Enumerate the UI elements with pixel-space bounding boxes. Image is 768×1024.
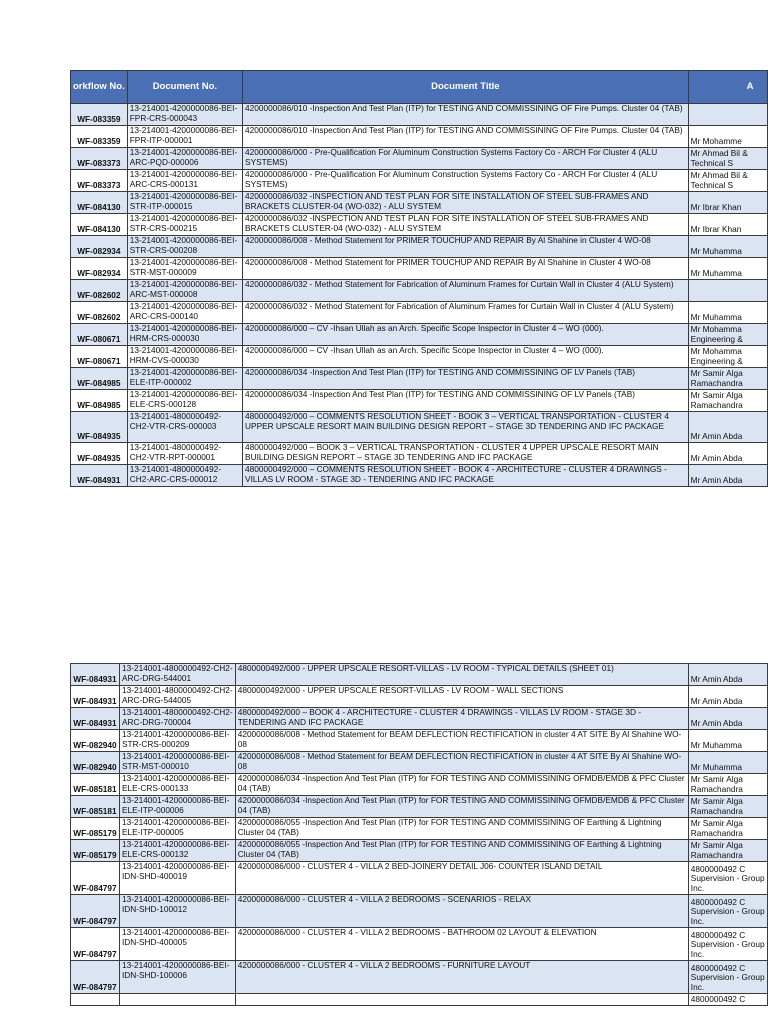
table-row — [71, 774, 768, 796]
document-no-cell: 13-214001-4200000086-BEI-ELE-ITP-000002 — [127, 368, 242, 390]
assigned-by-cell: Mr Muhamma — [688, 258, 767, 280]
document-title-cell: 4800000492/000 – BOOK 4 - ARCHITECTURE - CLUSTER 4 DRAWINGS - VILLAS LV ROOM - STAGE 3D - TENDERING AND IFC PACKAGE — [235, 708, 688, 730]
workflow-cell: WF-082602 — [71, 280, 128, 302]
document-title-cell: 4200000086/000 - Pre-Qualification For Aluminum Construction Systems Factory Co - ARCH For Cluster 4 (ALU SYSTEMS) — [243, 170, 689, 192]
document-title-cell: 4200000086/008 - Method Statement for BEAM DEFLECTION RECTIFICATION in cluster 4 AT SITE By Al Shahine WO-08 — [235, 730, 688, 752]
table-row — [71, 862, 768, 895]
document-title-cell: 4800000492/000 - UPPER UPSCALE RESORT-VILLAS - LV ROOM - WALL SECTIONS — [235, 686, 688, 708]
document-title-cell: 4200000086/008 - Method Statement for PRIMER TOUCHUP AND REPAIR By Al Shahine in Cluster 4 WO-08 — [243, 258, 689, 280]
document-title-cell: 4200000086/000 - CLUSTER 4 - VILLA 2 BEDROOMS - SCENARIOS - RELAX — [235, 895, 688, 928]
workflow-cell: WF-085179 — [71, 840, 120, 862]
col-header-workflow: orkflow No. — [71, 71, 128, 104]
workflow-cell: WF-082940 — [71, 752, 120, 774]
document-no-cell: 13-214001-4200000086-BEI-ARC-CRS-000140 — [127, 302, 242, 324]
document-no-cell: 13-214001-4200000086-BEI-ELE-ITP-000005 — [119, 818, 235, 840]
workflow-cell: WF-083373 — [71, 148, 128, 170]
workflow-cell: WF-084931 — [71, 708, 120, 730]
workflow-cell: WF-080671 — [71, 346, 128, 368]
table-row — [71, 818, 768, 840]
workflow-cell: WF-084797 — [71, 928, 120, 961]
workflow-cell: WF-085179 — [71, 818, 120, 840]
assigned-by-cell: Mr Samir Alga Ramachandra — [688, 368, 767, 390]
document-no-cell: 13-214001-4200000086-BEI-FPR-CRS-000043 — [127, 104, 242, 126]
workflow-cell: WF-084935 — [71, 443, 128, 465]
document-title-cell: 4200000086/000 – CV -Ihsan Ullah as an Arch. Specific Scope Inspector in Cluster 4 – WO (000). — [243, 346, 689, 368]
document-no-cell: 13-214001-4800000492-CH2-ARC-DRG-544001 — [119, 664, 235, 686]
document-title-cell: 4200000086/034 -Inspection And Test Plan (ITP) for FOR TESTING AND COMMISSINING OFMDB/EMDB & PFC Cluster 04 (TAB) — [235, 796, 688, 818]
document-no-cell: 13-214001-4200000086-BEI-ELE-CRS-000132 — [119, 840, 235, 862]
document-title-cell: 4200000086/034 -Inspection And Test Plan (ITP) for TESTING AND COMMISSINING OF LV Panels (TAB) — [243, 368, 689, 390]
table-row — [71, 443, 768, 465]
table-row — [71, 368, 768, 390]
assigned-by-cell: Mr Amin Abda — [688, 412, 767, 443]
assigned-by-cell: Mr Samir Alga Ramachandra — [688, 796, 767, 818]
document-title-cell — [235, 994, 688, 1006]
document-no-cell: 13-214001-4200000086-BEI-STR-CRS-000215 — [127, 214, 242, 236]
document-title-cell: 4200000086/000 - CLUSTER 4 - VILLA 2 BEDROOMS - BATHROOM 02 LAYOUT & ELEVATION — [235, 928, 688, 961]
document-no-cell: 13-214001-4200000086-BEI-STR-ITP-000015 — [127, 192, 242, 214]
table-row — [71, 104, 768, 126]
assigned-by-cell: Mr Amin Abda — [688, 465, 767, 487]
document-title-cell: 4200000086/000 - CLUSTER 4 - VILLA 2 BEDROOMS - FURNITURE LAYOUT — [235, 961, 688, 994]
document-no-cell: 13-214001-4200000086-BEI-IDN-SHD-100012 — [119, 895, 235, 928]
assigned-by-cell: Mr Muhamma — [688, 302, 767, 324]
workflow-cell: WF-084931 — [71, 664, 120, 686]
workflow-cell: WF-084931 — [71, 465, 128, 487]
workflow-cell: WF-083359 — [71, 126, 128, 148]
document-no-cell: 13-214001-4200000086-BEI-ARC-PQD-000006 — [127, 148, 242, 170]
workflow-cell: WF-084935 — [71, 412, 128, 443]
workflow-cell: WF-084797 — [71, 895, 120, 928]
workflow-cell: WF-084985 — [71, 390, 128, 412]
table-row — [71, 928, 768, 961]
table-row — [71, 192, 768, 214]
table-row — [71, 752, 768, 774]
assigned-by-cell — [688, 280, 767, 302]
document-no-cell: 13-214001-4200000086-BEI-IDN-SHD-100006 — [119, 961, 235, 994]
document-title-cell: 4200000086/055 -Inspection And Test Plan (ITP) for FOR TESTING AND COMMISSINING OF Earthing & Lightning Cluster 04 (TAB) — [235, 818, 688, 840]
assigned-by-cell: 4800000492 C — [688, 994, 767, 1006]
document-no-cell — [119, 994, 235, 1006]
assigned-by-cell: Mr Ahmad Bil & Technical S — [688, 170, 767, 192]
assigned-by-cell: Mr Mohamma Engineering & — [688, 324, 767, 346]
col-header-by: A — [688, 71, 767, 104]
workflow-cell: WF-084797 — [71, 961, 120, 994]
table-row — [71, 961, 768, 994]
table-row — [71, 686, 768, 708]
document-no-cell: 13-214001-4200000086-BEI-ELE-ITP-000006 — [119, 796, 235, 818]
table-row — [71, 148, 768, 170]
table-row — [71, 412, 768, 443]
assigned-by-cell: 4800000492 C Supervision - Group Inc. — [688, 961, 767, 994]
assigned-by-cell: Mr Muhamma — [688, 236, 767, 258]
document-title-cell: 4200000086/008 - Method Statement for PRIMER TOUCHUP AND REPAIR By Al Shahine in Cluster 4 WO-08 — [243, 236, 689, 258]
assigned-by-cell: Mr Amin Abda — [688, 708, 767, 730]
table-row — [71, 170, 768, 192]
document-no-cell: 13-214001-4200000086-BEI-IDN-SHD-400005 — [119, 928, 235, 961]
document-no-cell: 13-214001-4200000086-BEI-ELE-CRS-000133 — [119, 774, 235, 796]
assigned-by-cell: Mr Ibrar Khan — [688, 192, 767, 214]
document-no-cell: 13-214001-4200000086-BEI-STR-CRS-000209 — [119, 730, 235, 752]
document-no-cell: 13-214001-4200000086-BEI-STR-MST-000009 — [127, 258, 242, 280]
workflow-cell: WF-082940 — [71, 730, 120, 752]
col-header-document-title: Document Title — [243, 71, 689, 104]
workflow-cell — [71, 994, 120, 1006]
assigned-by-cell: Mr Amin Abda — [688, 664, 767, 686]
table-row — [71, 796, 768, 818]
document-no-cell: 13-214001-4800000492-CH2-ARC-CRS-000012 — [127, 465, 242, 487]
document-title-cell: 4200000086/032 - Method Statement for Fabrication of Aluminum Frames for Curtain Wall in Cluster 4 (ALU System) — [243, 302, 689, 324]
assigned-by-cell: Mr Samir Alga Ramachandra — [688, 390, 767, 412]
document-no-cell: 13-214001-4200000086-BEI-IDN-SHD-400019 — [119, 862, 235, 895]
document-title-cell: 4200000086/010 -Inspection And Test Plan (ITP) for TESTING AND COMMISSINING OF Fire Pumps. Cluster 04 (TAB) — [243, 126, 689, 148]
assigned-by-cell — [688, 104, 767, 126]
workflow-cell: WF-080671 — [71, 324, 128, 346]
document-register-table-1 — [70, 70, 768, 487]
document-title-cell: 4200000086/000 - CLUSTER 4 - VILLA 2 BED-JOINERY DETAIL J06- COUNTER ISLAND DETAIL — [235, 862, 688, 895]
assigned-by-cell: 4800000492 C Supervision - Group Inc. — [688, 928, 767, 961]
assigned-by-cell: Mr Samir Alga Ramachandra — [688, 774, 767, 796]
assigned-by-cell: Mr Mohamme — [688, 126, 767, 148]
document-title-cell: 4200000086/034 -Inspection And Test Plan (ITP) for FOR TESTING AND COMMISSINING OFMDB/EMDB & PFC Cluster 04 (TAB) — [235, 774, 688, 796]
document-no-cell: 13-214001-4200000086-BEI-STR-MST-000010 — [119, 752, 235, 774]
document-title-cell: 4800000492/000 – BOOK 3 – VERTICAL TRANSPORTATION - CLUSTER 4 UPPER UPSCALE RESORT MAIN BUILDING DESIGN REPORT – STAGE 3D TENDERING AND IFC PACKAGE — [243, 443, 689, 465]
table-row — [71, 126, 768, 148]
assigned-by-cell: Mr Samir Alga Ramachandra — [688, 840, 767, 862]
document-no-cell: 13-214001-4800000492-CH2-VTR-CRS-000003 — [127, 412, 242, 443]
table-row — [71, 895, 768, 928]
workflow-cell: WF-083359 — [71, 104, 128, 126]
assigned-by-cell: Mr Muhamma — [688, 752, 767, 774]
assigned-by-cell: 4800000492 C Supervision - Group Inc. — [688, 895, 767, 928]
document-no-cell: 13-214001-4200000086-BEI-FPR-ITP-000001 — [127, 126, 242, 148]
document-title-cell: 4200000086/055 -Inspection And Test Plan (ITP) for FOR TESTING AND COMMISSINING OF Earthing & Lightning Cluster 04 (TAB) — [235, 840, 688, 862]
table-row — [71, 214, 768, 236]
document-no-cell: 13-214001-4200000086-BEI-HRM-CVS-000030 — [127, 346, 242, 368]
document-no-cell: 13-214001-4200000086-BEI-ARC-MST-000008 — [127, 280, 242, 302]
document-title-cell: 4200000086/000 - Pre-Qualification For Aluminum Construction Systems Factory Co - ARCH For Cluster 4 (ALU SYSTEMS) — [243, 148, 689, 170]
table-row — [71, 730, 768, 752]
table-row — [71, 390, 768, 412]
document-no-cell: 13-214001-4200000086-BEI-ARC-CRS-000131 — [127, 170, 242, 192]
document-title-cell: 4800000492/000 – COMMENTS RESOLUTION SHEET - BOOK 3 – VERTICAL TRANSPORTATION - CLUSTER 4 UPPER UPSCALE RESORT MAIN BUILDING DESIGN REPORT – STAGE 3D TENDERING AND IFC PACKAGE — [243, 412, 689, 443]
table-row — [71, 302, 768, 324]
document-title-cell: 4200000086/032 -INSPECTION AND TEST PLAN FOR SITE INSTALLATION OF STEEL SUB-FRAMES AND BRACKETS CLUSTER-04 (WO-032) - ALU SYSTEM — [243, 214, 689, 236]
document-title-cell: 4800000492/000 – COMMENTS RESOLUTION SHEET - BOOK 4 - ARCHITECTURE - CLUSTER 4 DRAWINGS - VILLAS LV ROOM - STAGE 3D - TENDERING AND IFC PACKAGE — [243, 465, 689, 487]
document-register-table-2 — [70, 663, 768, 1006]
col-header-document-no: Document No. — [127, 71, 242, 104]
table-row — [71, 465, 768, 487]
table-row — [71, 236, 768, 258]
document-no-cell: 13-214001-4200000086-BEI-STR-CRS-000208 — [127, 236, 242, 258]
assigned-by-cell: Mr Samir Alga Ramachandra — [688, 818, 767, 840]
document-title-cell: 4200000086/034 -Inspection And Test Plan (ITP) for TESTING AND COMMISSINING OF LV Panels (TAB) — [243, 390, 689, 412]
workflow-cell: WF-085181 — [71, 774, 120, 796]
document-no-cell: 13-214001-4800000492-CH2-ARC-DRG-544005 — [119, 686, 235, 708]
workflow-cell: WF-084130 — [71, 192, 128, 214]
assigned-by-cell: 4800000492 C Supervision - Group Inc. — [688, 862, 767, 895]
workflow-cell: WF-084797 — [71, 862, 120, 895]
workflow-cell: WF-084130 — [71, 214, 128, 236]
document-no-cell: 13-214001-4800000492-CH2-VTR-RPT-000001 — [127, 443, 242, 465]
assigned-by-cell: Mr Ibrar Khan — [688, 214, 767, 236]
document-title-cell: 4200000086/032 -INSPECTION AND TEST PLAN FOR SITE INSTALLATION OF STEEL SUB-FRAMES AND BRACKETS CLUSTER-04 (WO-032) - ALU SYSTEM — [243, 192, 689, 214]
assigned-by-cell: Mr Mohamma Engineering & — [688, 346, 767, 368]
document-title-cell: 4200000086/008 - Method Statement for BEAM DEFLECTION RECTIFICATION in cluster 4 AT SITE By Al Shahine WO-08 — [235, 752, 688, 774]
workflow-cell: WF-083373 — [71, 170, 128, 192]
document-title-cell: 4200000086/032 - Method Statement for Fabrication of Aluminum Frames for Curtain Wall in Cluster 4 (ALU System) — [243, 280, 689, 302]
workflow-cell: WF-085181 — [71, 796, 120, 818]
document-title-cell: 4800000492/000 - UPPER UPSCALE RESORT-VILLAS - LV ROOM - TYPICAL DETAILS (SHEET 01) — [235, 664, 688, 686]
table-row — [71, 346, 768, 368]
document-title-cell: 4200000086/010 -Inspection And Test Plan (ITP) for TESTING AND COMMISSINING OF Fire Pumps. Cluster 04 (TAB) — [243, 104, 689, 126]
workflow-cell: WF-084985 — [71, 368, 128, 390]
table-row — [71, 280, 768, 302]
table-row — [71, 840, 768, 862]
table-row — [71, 708, 768, 730]
assigned-by-cell: Mr Muhamma — [688, 730, 767, 752]
table-row — [71, 324, 768, 346]
assigned-by-cell: Mr Amin Abda — [688, 686, 767, 708]
table-row — [71, 258, 768, 280]
table-row — [71, 994, 768, 1006]
workflow-cell: WF-082934 — [71, 258, 128, 280]
assigned-by-cell: Mr Ahmad Bil & Technical S — [688, 148, 767, 170]
workflow-cell: WF-082934 — [71, 236, 128, 258]
assigned-by-cell: Mr Amin Abda — [688, 443, 767, 465]
document-no-cell: 13-214001-4200000086-BEI-HRM-CRS-000030 — [127, 324, 242, 346]
workflow-cell: WF-084931 — [71, 686, 120, 708]
document-no-cell: 13-214001-4800000492-CH2-ARC-DRG-700004 — [119, 708, 235, 730]
workflow-cell: WF-082602 — [71, 302, 128, 324]
table-row — [71, 664, 768, 686]
document-title-cell: 4200000086/000 – CV -Ihsan Ullah as an Arch. Specific Scope Inspector in Cluster 4 – WO (000). — [243, 324, 689, 346]
document-no-cell: 13-214001-4200000086-BEI-ELE-CRS-000128 — [127, 390, 242, 412]
